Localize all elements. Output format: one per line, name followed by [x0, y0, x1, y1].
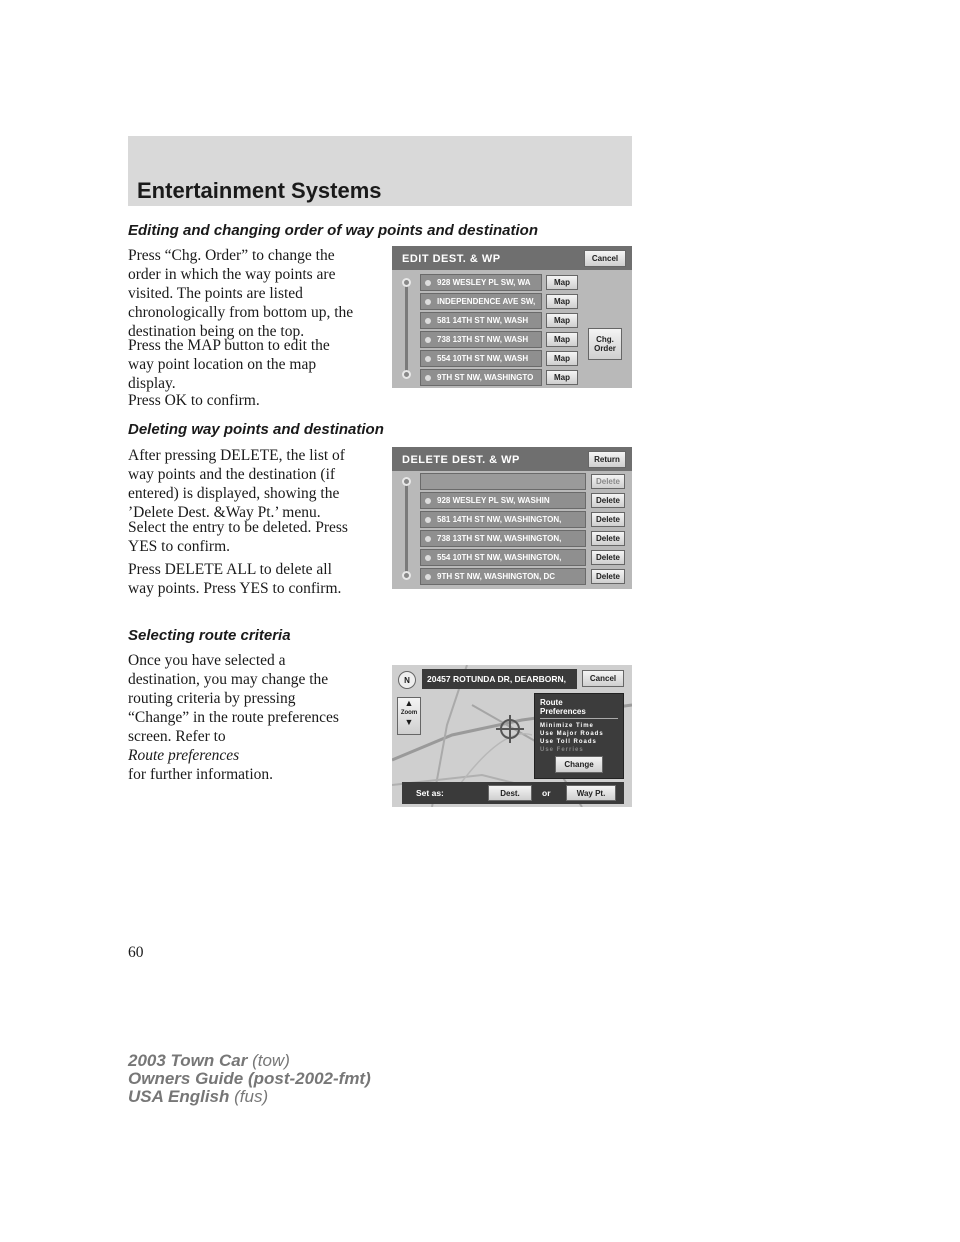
waypoint-icon	[425, 498, 431, 504]
list-item[interactable]: 738 13TH ST NW, WASH	[420, 331, 542, 348]
compass-icon[interactable]: N	[398, 671, 416, 689]
page-number: 60	[128, 944, 144, 961]
list-item[interactable]: 9TH ST NW, WASHINGTO	[420, 369, 542, 386]
option-major-roads: Use Major Roads	[540, 731, 604, 737]
list-item[interactable]: 554 10TH ST NW, WASHINGTON,	[420, 549, 586, 566]
cancel-button[interactable]: Cancel	[584, 250, 626, 267]
map-button[interactable]: Map	[546, 313, 578, 328]
delete-button[interactable]: Delete	[591, 531, 625, 546]
list-item[interactable]: 581 14TH ST NW, WASH	[420, 312, 542, 329]
set-as-label: Set as:	[416, 788, 444, 798]
delete-dest-screen	[392, 447, 632, 589]
list-item[interactable]: 928 WESLEY PL SW, WA	[420, 274, 542, 291]
route-map-screen	[392, 665, 632, 807]
waypoint-icon	[425, 318, 431, 324]
change-button[interactable]: Change	[555, 756, 603, 773]
section-title: Entertainment Systems	[137, 178, 382, 203]
cancel-button[interactable]: Cancel	[582, 670, 624, 687]
list-item[interactable]: 738 13TH ST NW, WASHINGTON,	[420, 530, 586, 547]
route-rail	[405, 483, 408, 579]
map-button[interactable]: Map	[546, 351, 578, 366]
zoom-in-icon[interactable]: ▲	[404, 698, 414, 708]
map-button[interactable]: Map	[546, 332, 578, 347]
list-item[interactable]: 554 10TH ST NW, WASH	[420, 350, 542, 367]
destination-flag-icon	[402, 370, 411, 379]
paragraph-press-ok: Press OK to confirm.	[128, 392, 260, 409]
paragraph-map-button: Press the MAP button to edit the way point location on the map display.	[128, 337, 330, 392]
list-item[interactable]	[420, 473, 586, 490]
panel-divider	[540, 718, 618, 719]
document-footer: 2003 Town Car (tow) Owners Guide (post-2002-fmt) USA English (fus)	[128, 1051, 371, 1106]
waypoint-icon	[425, 555, 431, 561]
route-options-list	[540, 722, 604, 754]
option-toll-roads: Use Toll Roads	[540, 739, 597, 745]
dest-button[interactable]: Dest.	[488, 785, 532, 801]
destination-flag-icon	[402, 571, 411, 580]
waypoint-icon	[425, 337, 431, 343]
chg-order-button[interactable]: Chg. Order	[588, 328, 622, 360]
zoom-out-icon[interactable]: ▼	[404, 717, 414, 727]
waypoint-icon	[425, 280, 431, 286]
paragraph-chg-order: Press “Chg. Order” to change the order in which the way points are visited. The points are listed chronologically from bottom up, the destination being on the top.	[128, 247, 354, 340]
route-preferences-panel	[534, 693, 624, 779]
map-button[interactable]: Map	[546, 294, 578, 309]
delete-button[interactable]: Delete	[591, 569, 625, 584]
or-label: or	[542, 788, 551, 798]
zoom-label: Zoom	[400, 710, 418, 716]
paragraph-delete-all: Press DELETE ALL to delete all way points. Press YES to confirm.	[128, 561, 342, 597]
zoom-control[interactable]	[397, 697, 421, 735]
address-bar[interactable]: 20457 ROTUNDA DR, DEARBORN,	[422, 669, 577, 689]
route-rail	[405, 282, 408, 378]
start-node-icon	[402, 477, 411, 486]
delete-button[interactable]: Delete	[591, 512, 625, 527]
waypoint-icon	[425, 375, 431, 381]
waypoint-icon	[425, 299, 431, 305]
heading-route-criteria: Selecting route criteria	[128, 627, 291, 644]
heading-editing-order: Editing and changing order of way points and destination	[128, 222, 539, 239]
route-preferences-title: Route Preferences	[540, 698, 586, 716]
set-as-bar	[402, 782, 624, 804]
route-preferences-reference: Route preferences	[128, 747, 240, 764]
map-button[interactable]: Map	[546, 275, 578, 290]
option-minimize-time: Minimize Time	[540, 723, 594, 729]
edit-dest-screen	[392, 246, 632, 388]
map-button[interactable]: Map	[546, 370, 578, 385]
waypoint-icon	[425, 536, 431, 542]
return-button[interactable]: Return	[588, 451, 626, 468]
delete-button[interactable]: Delete	[591, 493, 625, 508]
waypoint-icon	[425, 356, 431, 362]
start-node-icon	[402, 278, 411, 287]
paragraph-select-entry: Select the entry to be deleted. Press YES to confirm.	[128, 519, 348, 555]
list-item[interactable]: INDEPENDENCE AVE SW,	[420, 293, 542, 310]
list-item[interactable]: 928 WESLEY PL SW, WASHIN	[420, 492, 586, 509]
waypoint-icon	[425, 517, 431, 523]
delete-button[interactable]: Delete	[591, 550, 625, 565]
delete-dest-title: DELETE DEST. & WP	[402, 454, 520, 466]
list-item[interactable]: 581 14TH ST NW, WASHINGTON,	[420, 511, 586, 528]
option-ferries: Use Ferries	[540, 747, 584, 753]
delete-button[interactable]: Delete	[591, 474, 625, 489]
way-pt-button[interactable]: Way Pt.	[566, 785, 616, 801]
heading-deleting: Deleting way points and destination	[128, 421, 384, 438]
paragraph-after-delete: After pressing DELETE, the list of way points and the destination (if entered) is displayed, showing the ’Delete Dest. &Way Pt.’ menu.	[128, 447, 345, 521]
edit-dest-title: EDIT DEST. & WP	[402, 253, 501, 265]
crosshair-icon	[500, 719, 520, 739]
list-item[interactable]: 9TH ST NW, WASHINGTON, DC	[420, 568, 586, 585]
paragraph-route-criteria: Once you have selected a destination, you may change the routing criteria by pressing “Change” in the route preferences screen. Refer to Route preferences for further information.	[128, 652, 339, 783]
waypoint-icon	[425, 574, 431, 580]
